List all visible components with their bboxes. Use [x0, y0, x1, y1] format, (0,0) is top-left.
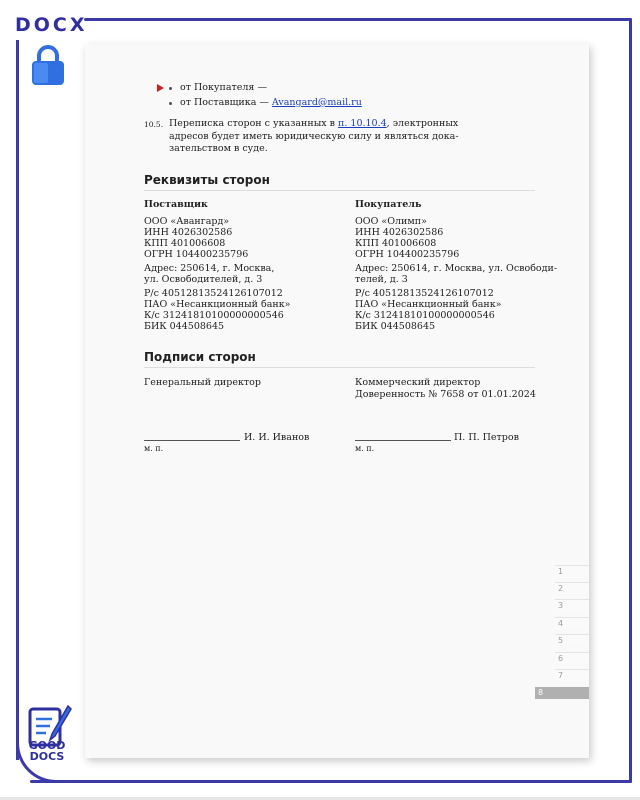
buyer-signature-line — [355, 440, 451, 441]
contact-buyer: от Покупателя — — [180, 82, 267, 93]
buyer-kpp: КПП 401006608 — [355, 238, 437, 249]
buyer-bank: ПАО «Несанкционный банк» — [355, 299, 502, 310]
buyer-corr-account: К/с 31241810100000000546 — [355, 310, 495, 321]
document-page — [85, 44, 589, 758]
buyer-stamp-place: м. п. — [355, 444, 375, 453]
section-rule — [144, 190, 535, 191]
frame-left-border — [16, 40, 19, 760]
contact-supplier-prefix: от Поставщика — — [180, 97, 269, 108]
page-number-3[interactable]: 3 — [555, 599, 589, 611]
bullet-dot — [169, 87, 172, 90]
good-docs-line-1: GOOD — [28, 739, 66, 752]
buyer-power-of-attorney: Доверенность № 7658 от 01.01.2024 — [355, 389, 536, 400]
supplier-heading: Поставщик — [144, 199, 208, 210]
supplier-ogrn: ОГРН 104400235796 — [144, 249, 249, 260]
buyer-inn: ИНН 4026302586 — [355, 227, 444, 238]
buyer-account: Р/с 40512813524126107012 — [355, 288, 494, 299]
buyer-address-1: Адрес: 250614, г. Москва, ул. Освободи- — [355, 263, 558, 274]
supplier-kpp: КПП 401006608 — [144, 238, 226, 249]
section-rule — [144, 367, 535, 368]
clause-line-1-text: Переписка сторон с указанных в — [169, 118, 335, 129]
buyer-ogrn: ОГРН 104400235796 — [355, 249, 460, 260]
clause-number: 10.5. — [144, 120, 164, 129]
clause-line-2: адресов будет иметь юридическую силу и являться дока- — [169, 131, 459, 142]
page-number-4[interactable]: 4 — [555, 617, 589, 629]
clause-reference-link[interactable]: п. 10.10.4 — [338, 118, 387, 129]
supplier-account: Р/с 40512813524126107012 — [144, 288, 283, 299]
lock-icon — [30, 44, 66, 86]
good-docs-wordmark — [27, 740, 67, 762]
supplier-bik: БИК 044508645 — [144, 321, 225, 332]
signatures-title: Подписи сторон — [144, 350, 256, 364]
buyer-bik: БИК 044508645 — [355, 321, 436, 332]
supplier-corr-account: К/с 31241810100000000546 — [144, 310, 284, 321]
supplier-position: Генеральный директор — [144, 377, 261, 388]
buyer-address-2: телей, д. 3 — [355, 274, 408, 285]
requisites-title: Реквизиты сторон — [144, 173, 270, 187]
page-number-1[interactable]: 1 — [555, 565, 589, 577]
clause-line-3: зательством в суде. — [169, 143, 268, 154]
frame-right-border — [629, 18, 632, 783]
contact-supplier — [180, 97, 362, 108]
page-number-5[interactable]: 5 — [555, 634, 589, 646]
bullet-arrow-icon — [157, 84, 164, 92]
supplier-bank: ПАО «Несанкционный банк» — [144, 299, 291, 310]
frame-bottom-border — [30, 780, 632, 783]
supplier-stamp-place: м. п. — [144, 444, 164, 453]
page-number-2[interactable]: 2 — [555, 582, 589, 594]
supplier-inn: ИНН 4026302586 — [144, 227, 233, 238]
supplier-address-2: ул. Освободителей, д. 3 — [144, 274, 263, 285]
page-number-7[interactable]: 7 — [555, 669, 589, 681]
page-number-6[interactable]: 6 — [555, 652, 589, 664]
buyer-position: Коммерческий директор — [355, 377, 481, 388]
supplier-signature-line — [144, 440, 240, 441]
clause-line-1-suffix: , электронных — [386, 118, 459, 129]
clause-line-1 — [169, 118, 458, 129]
supplier-email-link[interactable]: Avangard@mail.ru — [271, 97, 362, 108]
bullet-dot — [169, 102, 172, 105]
frame-top-border — [84, 18, 632, 21]
docx-label: DOCX — [15, 14, 88, 36]
buyer-signer: П. П. Петров — [454, 432, 519, 443]
buyer-heading: Покупатель — [355, 199, 422, 210]
supplier-address-1: Адрес: 250614, г. Москва, — [144, 263, 275, 274]
buyer-name: ООО «Олимп» — [355, 216, 427, 227]
current-page-number[interactable]: 8 — [535, 687, 589, 699]
supplier-name: ООО «Авангард» — [144, 216, 230, 227]
good-docs-line-2: DOCS — [29, 750, 65, 763]
supplier-signer: И. И. Иванов — [244, 432, 310, 443]
